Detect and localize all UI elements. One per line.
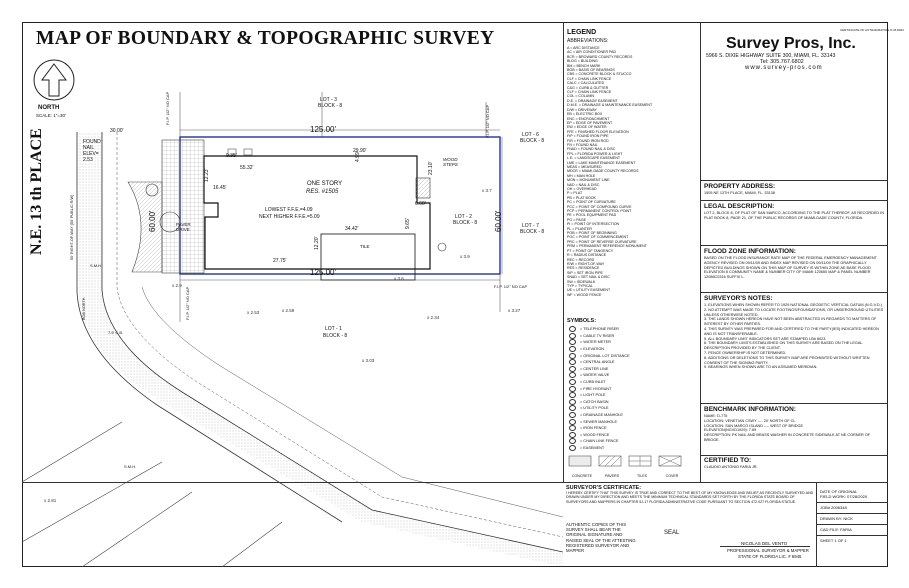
signer-title: PROFESSIONAL SURVEYOR & MAPPER — [727, 548, 809, 553]
dim-16-45: 16.45' — [213, 185, 227, 191]
surveyor-note: 4. THIS SURVEY WAS PREPARED FOR AND CERTIFIED TO THE PARTY(IES) INDICATED HEREON AND IS NOT TRANSFERABLE. — [704, 326, 879, 336]
symbol-item — [567, 352, 697, 359]
symbol-icon — [569, 412, 576, 418]
legend-item: EW = EDGE OF WATER — [567, 125, 607, 130]
found-nail-label: FOUND NAIL ELEV= 2.53 — [83, 139, 101, 163]
svg-text:x 3.6: x 3.6 — [394, 276, 404, 281]
job-number: JOB# 2006348 — [820, 506, 847, 510]
dim-4-99: 4.99' — [355, 151, 361, 162]
surveyor-note: 9. BEARINGS WHEN SHOWN ARE TO AN ASSUMED MERIDIAN. — [704, 365, 818, 370]
legend-item: MDCR = MIAMI-DADE COUNTY RECORDS — [567, 169, 639, 174]
symbol-icon — [569, 379, 576, 385]
symbol-label: = SEWER MANHOLE — [580, 419, 618, 424]
hatch-label: COVER — [665, 474, 679, 478]
legend-item: WF = WOOD FENCE — [567, 292, 602, 297]
symbol-label: = CENTER LINE — [580, 366, 609, 371]
legend-item: COL = COLUMN — [567, 94, 594, 99]
symbols-list — [567, 326, 697, 466]
meta-rule-3 — [816, 524, 888, 525]
legend-item: D/W = DRIVEWAY — [567, 107, 597, 112]
legend-item: L.E. = LANDSCAPE EASEMENT — [567, 156, 621, 161]
fip-bottom-right: F.I.P. 1/2" NO CAP — [494, 284, 528, 289]
symbol-icon — [569, 326, 576, 332]
fip-bottom-left: F.I.P. 1/2" NO CAP — [185, 286, 190, 320]
dim-34-42: 34.42' — [345, 226, 359, 232]
dim-right: 60.00' — [494, 210, 503, 232]
symbol-label: = CURB INLET — [580, 380, 606, 385]
wood-steps-label: WOOD STEPS — [443, 157, 458, 167]
svg-text:x 2.81: x 2.81 — [44, 498, 57, 503]
legend-item: A = ARC DISTANCE — [567, 46, 600, 50]
surveyor-certificate-title: SURVEYOR'S CERTIFICATE: — [566, 485, 642, 491]
surveyor-notes-title: SURVEYOR'S NOTES: — [704, 295, 773, 302]
dim-9-65: 9.65' — [405, 218, 411, 229]
symbol-icon — [569, 359, 576, 365]
legend-item: FN = FOUND NAIL — [567, 142, 598, 147]
benchmark-line: LOCATION: SAN MARCO ISLAND ---- WEST OF BRIDGE — [704, 423, 804, 428]
legend-item: SN&D = SET NAIL & DISC — [567, 275, 610, 280]
dim-12-23: 12.23' — [204, 168, 210, 182]
legal-description-text: LOT 2, BLOCK 8, OF PLAT OF SAN MARCO, ACCORDING TO THE PLAT THEREOF, AS RECORDED IN PLAT BOOK 8, PAGE 21, OF THE PUBLIC RECORDS OF MIAMI-DADE COUNTY, FLORIDA. — [704, 211, 884, 220]
property-address-title: PROPERTY ADDRESS: — [704, 183, 776, 190]
legend-item: FFE = FINISHED FLOOR ELEVATION — [567, 129, 629, 134]
drawn-by: DRAWN BY: NICK — [820, 517, 853, 521]
lot3-block: BLOCK - 8 — [318, 103, 343, 109]
symbol-icon — [569, 346, 576, 352]
dim-top: 125.00' — [310, 125, 336, 134]
lot7-label: LOT - 7 — [522, 223, 539, 229]
smh-label-1: S.M.H. — [90, 263, 103, 268]
legend-item: AC = AIR CONDITIONER PAD — [567, 50, 617, 55]
north-label: NORTH — [38, 105, 60, 111]
bob-north: BOB NORTH — [82, 297, 86, 320]
symbol-label: = DRAINAGE MANHOLE — [580, 413, 623, 418]
meta-rule-2 — [816, 513, 888, 514]
legend-item: FIR = FOUND IRON ROD — [567, 138, 609, 143]
dim-6-60: 6.60' — [415, 201, 426, 207]
symbol-icon — [569, 333, 576, 339]
symbol-icon — [569, 438, 576, 444]
flood-zone-title: FLOOD ZONE INFORMATION: — [704, 248, 796, 255]
symbol-icon — [569, 339, 576, 345]
surveyor-note: 3. THE LANDS SHOWN HEREON HAVE NOT BEEN ABSTRACTED IN REGARDS TO MATTERS OF INTEREST BY OTHER PARTIES. — [704, 317, 877, 327]
svg-text:x 3.03: x 3.03 — [362, 358, 375, 363]
north-arrow-icon — [34, 60, 74, 100]
legend-item: ENC = ENCROACHMENT — [567, 116, 610, 121]
surveyor-note: 2. NO ATTEMPT WAS MADE TO LOCATE FOOTINGS/FOUNDATIONS, OR UNDERGROUND UTILITIES UNLESS OTHERWISE NOTED. — [704, 307, 884, 317]
benchmark-line: NAME: D-775 — [704, 414, 728, 418]
surveyor-note: 1. ELEVATIONS WHEN SHOWN REFER TO 1929 NATIONAL GEODETIC VERTICAL DATUM (N.G.V.D.) — [704, 303, 882, 307]
street-name: N.E. 13 th PLACE — [28, 128, 45, 255]
legend-item: PRM = PERMANENT REFERENCE MONUMENT — [567, 244, 647, 249]
legend-item: PCP = PERMANENT CONTROL POINT — [567, 209, 632, 214]
legend-item: TYP = TYPICAL — [567, 283, 593, 288]
legend-item: EB = ELECTRIC BOX — [567, 112, 603, 117]
divider-legend-info — [700, 22, 701, 482]
symbol-label: = CENTRAL ANGLE — [580, 360, 615, 365]
symbol-label: = WOOD FENCE — [580, 432, 610, 437]
symbol-icon — [569, 353, 576, 359]
dim-9-35: 9.35' — [226, 153, 237, 159]
house-footprint — [204, 156, 430, 269]
surveyor-notes-list — [704, 303, 884, 401]
symbol-item — [567, 359, 697, 366]
catch-basin-label: 7.5' C.B. — [108, 330, 124, 335]
svg-text:x 3.7: x 3.7 — [482, 188, 492, 193]
hatch-legend — [567, 455, 697, 478]
symbol-label: = IRON FENCE — [580, 426, 607, 431]
hatch-label: PAVERS — [604, 474, 620, 478]
svg-text:x 3.9: x 3.9 — [460, 254, 470, 259]
date-of-original: DATE OF ORIGINAL — [820, 489, 858, 494]
legend-item: PCC = POINT OF COMPOUND CURVE — [567, 204, 632, 209]
symbol-label: = UTILITY POLE — [580, 406, 609, 411]
legend-item: CLF = CHAIN LINK FENCE — [567, 90, 612, 95]
rule-1 — [700, 180, 888, 181]
rule-2 — [700, 200, 888, 201]
symbol-icon — [569, 445, 576, 451]
symbol-label: = ELEVATION — [580, 347, 605, 352]
legend-item: R = RADIUS DISTANCE — [567, 253, 607, 258]
dim-12-20: 12.20' — [314, 236, 320, 250]
symbol-icon — [569, 392, 576, 398]
surveyor-note: 7. FENCE OWNERSHIP IS NOT DETERMINED. — [704, 350, 787, 355]
legend-item: MH = MAN HOLE — [567, 173, 596, 178]
signature-line — [720, 546, 810, 547]
legend-item: BM = BENCH MARK — [567, 63, 601, 68]
symbols-title: SYMBOLS: — [567, 318, 597, 324]
certified-to-title: CERTIFIED TO: — [704, 457, 752, 464]
legend-item: C&G = CURB & GUTTER — [567, 85, 609, 90]
next-ffe: NEXT HIGHER F.F.E.=5.09 — [259, 214, 320, 220]
property-address-text: 1505 NE 13TH PLACE, MIAMI, FL. 33138 — [704, 191, 775, 195]
res-label: RES. #1505 — [306, 189, 339, 195]
signer-name: NICOLAS DEL VENTO — [741, 541, 788, 546]
one-story-label: ONE STORY — [307, 181, 343, 187]
legend-item: BOB = BASIS OF BEARINGS — [567, 68, 615, 73]
benchmark-line: ELEVATION(NGVD1929): 7.69 — [704, 428, 757, 433]
legend-item: N&D = NAIL & DISC — [567, 182, 600, 187]
legend-item: RES = RESIDENCE — [567, 266, 600, 271]
dim-bottom: 125.00' — [310, 268, 336, 277]
company-name: Survey Pros, Inc. — [726, 35, 856, 52]
smh-label-2: S.M.H. — [124, 464, 137, 469]
divider-map-legend — [563, 22, 564, 482]
legend-item: LME = LAKE MAINTENANCE EASEMENT — [567, 160, 636, 165]
symbol-label: = WATER VALVE — [580, 373, 610, 378]
fip-top-right: F.I.P. 1/2" NO CAP — [485, 104, 490, 138]
symbol-label: = CABLE TV RISER — [580, 333, 615, 338]
rule-3 — [700, 245, 888, 246]
lot3-label: LOT - 3 — [320, 97, 337, 103]
symbol-icon — [569, 419, 576, 425]
svg-text:x 2.53: x 2.53 — [247, 310, 260, 315]
symbol-item — [567, 412, 697, 419]
legend-item: OH = OVERHEAD — [567, 187, 597, 191]
fip-top-left: F.I.P. 1/2" NO CAP — [165, 91, 170, 125]
legend-item: FN&D = FOUND NAIL & DISC — [567, 147, 616, 152]
legend-item: P = PLAT — [567, 191, 583, 196]
legend-item: CLF = CHAIN LINK FENCE — [567, 76, 612, 81]
symbol-icon — [569, 386, 576, 392]
symbol-icon — [569, 405, 576, 411]
symbol-label: = CATCH BASIN — [580, 399, 609, 404]
dim-30-00: 30.00' — [110, 128, 124, 134]
legend-item: CALC = CALCULATED — [567, 81, 605, 86]
symbol-icon — [569, 372, 576, 378]
company-web: www.survey-pros.com — [745, 65, 823, 71]
symbol-icon — [569, 432, 576, 438]
svg-text:x 2.34: x 2.34 — [427, 315, 440, 320]
rule-5 — [700, 403, 888, 404]
symbol-item — [567, 405, 697, 412]
symbol-item — [567, 438, 697, 445]
symbol-item — [567, 392, 697, 399]
flood-zone-text: BASED ON THE FLOOD INSURANCE RATE MAP OF THE FEDERAL EMERGENCY MANAGEMENT AGENCY REVISED ON 09/11/09 AND INDEX MAP REVISED ON 09/11/09 THE GRAPHICALLY DEPICTED BUILDINGS SHOWN ON THIS MAP OF SURVEY IS WITHIN ZONE AE BASE FLOOD ELEVATION 8 COMMUNITY NAME & NUMBER CITY OF MIAMI 120650 MAP & PANEL NUMBER 12086C0316 SUFFIX L. — [704, 256, 877, 280]
legend-item: BLDG = BUILDING — [567, 59, 598, 64]
page-title: MAP OF BOUNDARY & TOPOGRAPHIC SURVEY — [36, 28, 495, 49]
legend-item: SW = SIDEWALK — [567, 279, 596, 284]
legend-title: LEGEND — [567, 29, 597, 36]
field-work: FIELD WORK: 07/28/2020 — [820, 495, 868, 499]
legend-item: BCR = BROWARD COUNTY RECORDS — [567, 54, 633, 59]
legend-item: PB = PLAT BOOK — [567, 195, 596, 200]
legend-item: CBS = CONCRETE BLOCK & STUCCO — [567, 72, 632, 77]
symbol-item — [567, 432, 697, 439]
benchmark-line: LOCATION: VENETIAN CSWY ---- 20' NORTH OF CL — [704, 418, 796, 423]
tile-label: TILE — [360, 244, 370, 249]
legend-item: D.M.E. = DRAINAGE & MAINTENANCE EASEMENT — [567, 103, 653, 108]
symbol-icon — [569, 366, 576, 372]
lot2-block: BLOCK - 8 — [453, 220, 478, 226]
symbol-label: = TELEPHONE RISER — [580, 327, 619, 332]
symbol-item — [567, 339, 697, 346]
legal-description-title: LEGAL DESCRIPTION: — [704, 203, 775, 210]
symbol-item — [567, 326, 697, 333]
lot6-block: BLOCK - 8 — [520, 138, 545, 144]
symbol-item — [567, 346, 697, 353]
lot6-label: LOT - 6 — [522, 132, 539, 138]
legend-list — [567, 46, 697, 311]
sheet-number: SHEET 1 OF 1 — [820, 539, 847, 543]
legend-item: POC = POINT OF COMMENCEMENT — [567, 235, 629, 240]
symbol-item — [567, 445, 697, 452]
symbol-label: = ORIGINAL LOT DISTANCE — [580, 353, 630, 358]
legend-item: SIP = SET IRON PIPE — [567, 270, 603, 275]
company-address: 5966 S. DIXIE HIGHWAY SUITE 300, MIAMI, FL. 33143 — [706, 53, 836, 59]
symbol-label: = FIRE HYDRANT — [580, 386, 612, 391]
legend-item: PG = PAGE — [567, 217, 587, 222]
legend-item: PI = POINT OF INTERSECTION — [567, 222, 620, 227]
legend-item: D.E. = DRAINAGE EASEMENT — [567, 98, 618, 103]
dim-27-75: 27.75' — [273, 258, 287, 264]
symbol-item — [567, 425, 697, 432]
legend-item: EP = EDGE OF PAVEMENT — [567, 120, 613, 125]
rule-4 — [700, 292, 888, 293]
certified-to-text: CLAUDIO ANTONIO FARIA JR. — [704, 465, 758, 469]
benchmark-title: BENCHMARK INFORMATION: — [704, 406, 796, 413]
hatch-label: TILES — [637, 474, 647, 478]
company-tel: Tel: 305.767.6802 — [760, 59, 804, 65]
symbol-item — [567, 418, 697, 425]
seal-label: SEAL — [664, 530, 680, 536]
symbol-label: = LIGHT POLE — [580, 393, 606, 398]
dim-23-10: 23.10' — [428, 161, 434, 175]
rule-6 — [700, 455, 888, 456]
legend-item: PC = POINT OF CURVATURE — [567, 200, 616, 205]
lot7-block: BLOCK - 8 — [520, 229, 545, 235]
dim-29-90: 29.90' — [353, 148, 367, 154]
legend-item: MON = MONUMENT LINE — [567, 178, 610, 183]
legend-item: REC = RECORD — [567, 257, 595, 262]
symbol-label: = WATER METER — [580, 340, 611, 345]
legend-item: FPL = FLORIDA POWER & LIGHT — [567, 151, 623, 156]
meta-rule-4 — [816, 535, 888, 536]
symbol-item — [567, 366, 697, 373]
surveyor-note: 6. THE BOUNDARY LIMITS ESTABLISHED ON THIS SURVEY ARE BASED ON THE LEGAL DESCRIPTION PROVIDED BY THE CLIENT. — [704, 341, 863, 351]
signer-license: STATE OF FLORIDA LIC. # 6945 — [738, 554, 802, 559]
authentic-copies-text: AUTHENTIC COPIES OF THIS SURVEY SHALL BEAR THE ORIGINAL SIGNATURE AND RAISED SEAL OF THE ATTESTING REGISTERED SURVEYOR AND MAPPER — [566, 522, 636, 554]
street-row: 50' RIGHT-OF-WAY (50' PUBLIC R/W) — [70, 194, 74, 260]
benchmark-list — [704, 414, 884, 454]
survey-map — [22, 22, 563, 567]
legend-item: MEAS = MEASURED — [567, 164, 602, 169]
symbol-item — [567, 372, 697, 379]
symbol-icon — [569, 399, 576, 405]
legend-item: PRC = POINT OF REVERSE CURVATURE — [567, 239, 637, 244]
dim-55-32: 55.32' — [240, 165, 254, 171]
benchmark-line: DESCRIPTION: PK NAIL AND BRASS WASHER IN CONCRETE SIDEWALK AT NE CORNER OF BRIDGE. — [704, 433, 871, 442]
svg-text:x 3.27: x 3.27 — [508, 308, 521, 313]
legend-item: PL = PLANTER — [567, 226, 592, 231]
symbol-item — [567, 399, 697, 406]
paver-drive — [162, 140, 204, 273]
paver-drive-label: PAVER DRIVE — [176, 222, 191, 232]
legend-item: POB = POINT OF BEGINNING — [567, 231, 617, 236]
symbol-item — [567, 333, 697, 340]
meta-rule-1 — [816, 502, 888, 503]
legend-item: UE = UTILITY EASEMENT — [567, 288, 611, 293]
surveyor-certificate-text: I HEREBY CERTIFY THAT THIS SURVEY IS TRUE AND CORRECT TO THE BEST OF MY KNOWLEDGE AND BELIEF AS RECENTLY SURVEYED AND DRAWN UNDER MY DIRECTION AND MEETS THE MINIMUM TECHNICAL STANDARDS SET FORTH BY THE FLORIDA STATE BOARD OF SURVEYORS AND MAPPERS IN CHAPTER 5J-17 FLORIDA ADMINISTRATIVE CODE PURSUANT TO SECTION 472.027 FLORIDA STATUE. — [566, 491, 814, 504]
legend-item: FIP = FOUND IRON PIPE — [567, 134, 609, 139]
svg-text:x 2.9: x 2.9 — [172, 283, 182, 288]
legend-item: PE = POOL EQUIPMENT PAD — [567, 213, 617, 218]
symbol-icon — [569, 425, 576, 431]
lot2-label: LOT - 2 — [455, 214, 472, 220]
cad-file: CAD FILE: FARIA — [820, 528, 852, 532]
symbol-label: = CHAIN LINK FENCE — [580, 439, 619, 444]
divider-footer — [22, 482, 888, 483]
legend-item: R/W = RIGHT-OF-WAY — [567, 261, 605, 266]
surveyor-note: 8. ADDITIONS OR DELETIONS TO THIS SURVEY MAP ARE PROHIBITED WITHOUT WRITTEN CONSENT OF THE SIGNING PARTY. — [704, 355, 870, 365]
surveyor-note: 5. ALL BOUNDARY LIMIT INDICATORS SET ARE STAMPED LB# 8023. — [704, 336, 827, 341]
svg-text:x 2.59: x 2.59 — [282, 308, 295, 313]
symbol-label: = EASEMENT — [580, 445, 605, 450]
lot1-label: LOT - 1 — [325, 326, 342, 332]
legend-item: PT = POINT OF TANGENCY — [567, 248, 614, 253]
dim-left: 60.00' — [148, 210, 157, 232]
lot1-block: BLOCK - 8 — [323, 333, 348, 339]
cert-authorization: CERTIFICATE OF AUTHORIZATION # LB 8023 — [840, 28, 904, 32]
scale-label: SCALE: 1"=30' — [36, 113, 66, 118]
hatch-label: CONCRETE — [571, 474, 593, 478]
lowest-ffe: LOWEST F.F.E.=4.09 — [265, 207, 313, 213]
legend-subtitle: ABBREVIATIONS: — [567, 38, 609, 44]
symbol-item — [567, 385, 697, 392]
symbol-item — [567, 379, 697, 386]
